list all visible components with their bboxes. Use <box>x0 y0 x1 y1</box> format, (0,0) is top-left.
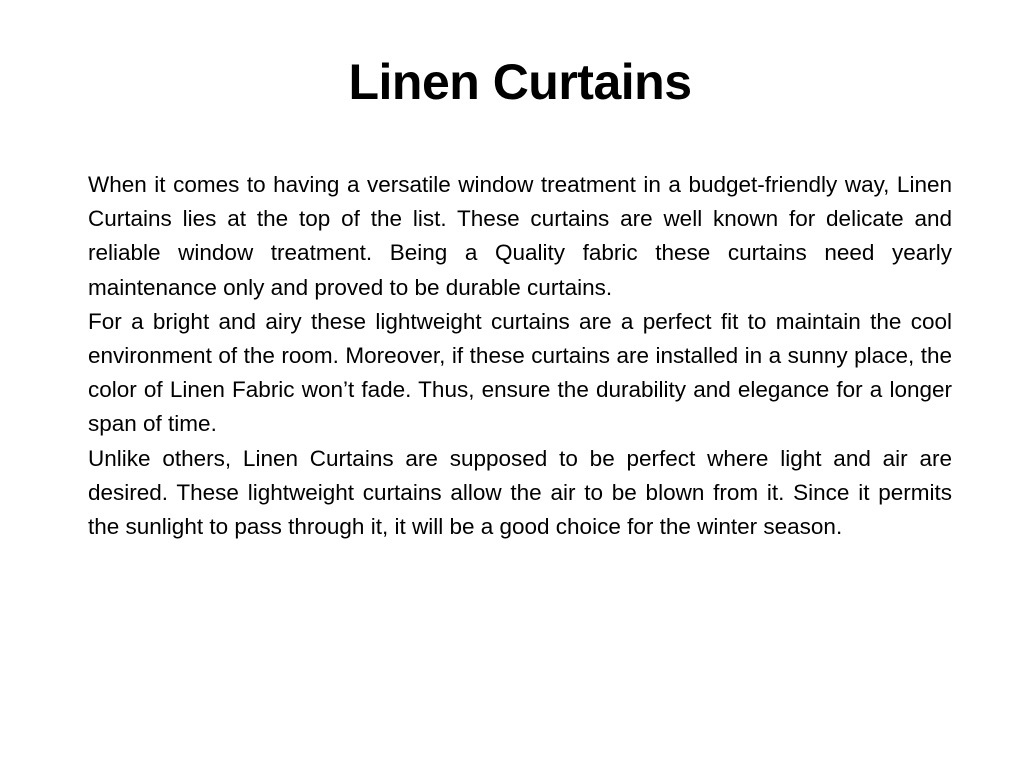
body-paragraph: When it comes to having a versatile window treatment in a budget-friendly way, Linen Curtains lies at the top of the list. These curtains are well known for delicate and reliable window treatment. Being a Quality fabric these curtains need yearly maintenance only and proved to be durable curtains. <box>88 172 952 300</box>
body-paragraph: Unlike others, Linen Curtains are supposed to be perfect where light and air are desired. These lightweight curtains allow the air to be blown from it. Since it permits the sunlight to pass through it, it will be a good choice for the winter season. <box>88 445 952 540</box>
slide-body <box>88 168 952 544</box>
slide-title: Linen Curtains <box>348 54 692 110</box>
body-paragraph: For a bright and airy these lightweight curtains are a perfect fit to maintain the cool environment of the room. Moreover, if these curtains are installed in a sunny place, the color of Linen Fabric won’t fade. Thus, ensure the durability and elegance for a longer span of time. <box>88 308 952 437</box>
